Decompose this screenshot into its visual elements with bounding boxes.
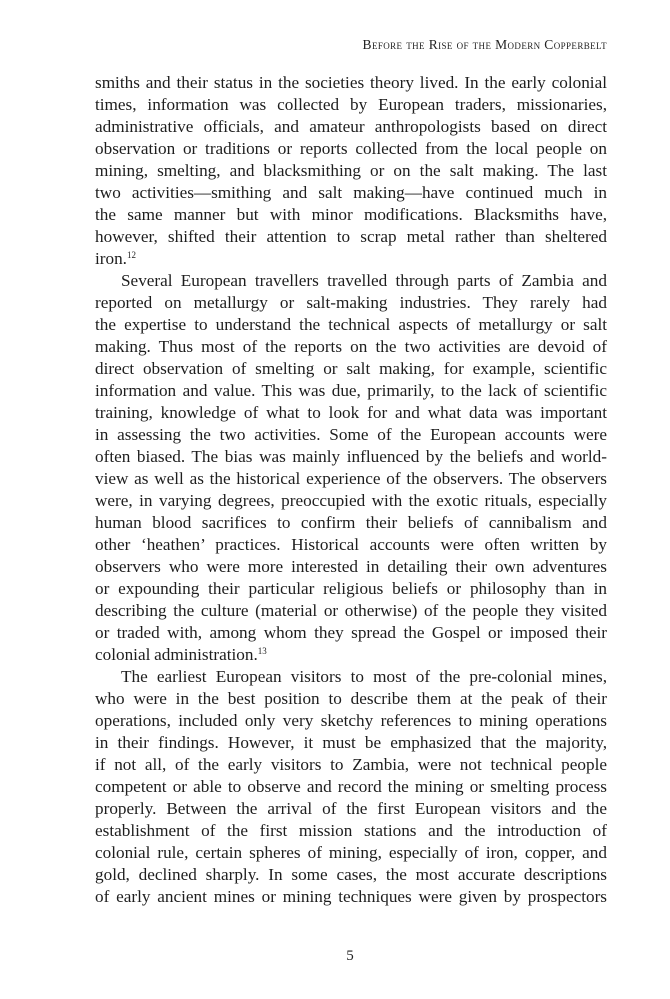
text-line: [95, 248, 607, 270]
line-text: information and value. This was due, primarily, to the lack of scientific: [95, 381, 607, 400]
line-text: two activities—smithing and salt making—have continued much in: [95, 183, 607, 202]
text-line: [95, 226, 607, 248]
text-line: [95, 688, 607, 710]
line-text: times, information was collected by European traders, missionaries,: [95, 95, 607, 114]
text-line: [95, 138, 607, 160]
paragraph: [95, 72, 607, 270]
text-line: [95, 446, 607, 468]
line-text: gold, declined sharply. In some cases, the most accurate descriptions: [95, 865, 607, 884]
line-text: human blood sacrifices to confirm their beliefs of cannibalism and: [95, 513, 607, 532]
line-text: other ‘heathen’ practices. Historical accounts were often written by: [95, 535, 607, 554]
text-line: [95, 732, 607, 754]
text-line: [95, 292, 607, 314]
text-line: [95, 512, 607, 534]
text-line: [95, 160, 607, 182]
text-line: [95, 182, 607, 204]
text-line: [95, 94, 607, 116]
text-line: [95, 314, 607, 336]
text-line: [95, 358, 607, 380]
text-line: [95, 116, 607, 138]
text-line: [95, 72, 607, 94]
text-line: [95, 710, 607, 732]
paragraph: [95, 270, 607, 666]
line-text: describing the culture (material or otherwise) of the people they visited: [95, 601, 607, 620]
line-text: direct observation of smelting or salt making, for example, scientific: [95, 359, 607, 378]
text-line: [95, 886, 607, 908]
line-text: if not all, of the early visitors to Zambia, were not technical people: [95, 755, 607, 774]
text-line: [95, 468, 607, 490]
text-line: [95, 204, 607, 226]
text-line: [95, 380, 607, 402]
line-text: the expertise to understand the technical aspects of metallurgy or salt: [95, 315, 607, 334]
text-line: [95, 556, 607, 578]
text-line: [95, 776, 607, 798]
line-text: training, knowledge of what to look for and what data was important: [95, 403, 607, 422]
text-line: [95, 600, 607, 622]
text-line: [95, 578, 607, 600]
text-line: [95, 842, 607, 864]
text-line: [95, 402, 607, 424]
text-line: [95, 490, 607, 512]
line-text: colonial rule, certain spheres of mining, especially of iron, copper, and: [95, 843, 607, 862]
line-text: mining, smelting, and blacksmithing or on the salt making. The last: [95, 161, 607, 180]
line-text: iron.: [95, 249, 127, 268]
line-text: operations, included only very sketchy references to mining operations: [95, 711, 607, 730]
line-text: The earliest European visitors to most of the pre-colonial mines,: [121, 667, 607, 686]
line-text: often biased. The bias was mainly influenced by the beliefs and world-: [95, 447, 607, 466]
line-text: observation or traditions or reports collected from the local people on: [95, 139, 607, 158]
text-line: [95, 820, 607, 842]
line-text: properly. Between the arrival of the first European visitors and the: [95, 799, 607, 818]
line-text: in their findings. However, it must be emphasized that the majority,: [95, 733, 607, 752]
line-text: Several European travellers travelled through parts of Zambia and: [121, 271, 607, 290]
line-text: of early ancient mines or mining techniques were given by prospectors: [95, 887, 607, 906]
footnote-reference[interactable]: 13: [257, 646, 267, 656]
line-text: smiths and their status in the societies theory lived. In the early colonial: [95, 73, 607, 92]
text-line: [95, 798, 607, 820]
text-line: [95, 424, 607, 446]
line-text: or expounding their particular religious beliefs or philosophy than in: [95, 579, 607, 598]
text-line: [95, 270, 607, 292]
paragraph: [95, 666, 607, 908]
line-text: reported on metallurgy or salt-making industries. They rarely had: [95, 293, 607, 312]
line-text: colonial administration.: [95, 645, 258, 664]
line-text: view as well as the historical experience of the observers. The observers: [95, 469, 607, 488]
running-head: Before the Rise of the Modern Copperbelt: [362, 37, 607, 52]
line-text: competent or able to observe and record the mining or smelting process: [95, 777, 607, 796]
line-text: the same manner but with minor modifications. Blacksmiths have,: [95, 205, 607, 224]
line-text: were, in varying degrees, preoccupied with the exotic rituals, especially: [95, 491, 607, 510]
line-text: making. Thus most of the reports on the two activities are devoid of: [95, 337, 607, 356]
line-text: administrative officials, and amateur anthropologists based on direct: [95, 117, 607, 136]
line-text: however, shifted their attention to scrap metal rather than sheltered: [95, 227, 607, 246]
text-line: [95, 644, 607, 666]
body-text: [95, 72, 607, 908]
line-text: or traded with, among whom they spread the Gospel or imposed their: [95, 623, 607, 642]
text-line: [95, 754, 607, 776]
text-line: [95, 622, 607, 644]
line-text: who were in the best position to describe them at the peak of their: [95, 689, 607, 708]
footnote-reference[interactable]: 12: [126, 250, 136, 260]
line-text: observers who were more interested in detailing their own adventures: [95, 557, 607, 576]
line-text: establishment of the first mission stations and the introduction of: [95, 821, 607, 840]
text-line: [95, 534, 607, 556]
text-line: [95, 864, 607, 886]
text-line: [95, 666, 607, 688]
page-number: 5: [346, 948, 354, 964]
text-line: [95, 336, 607, 358]
line-text: in assessing the two activities. Some of the European accounts were: [95, 425, 607, 444]
